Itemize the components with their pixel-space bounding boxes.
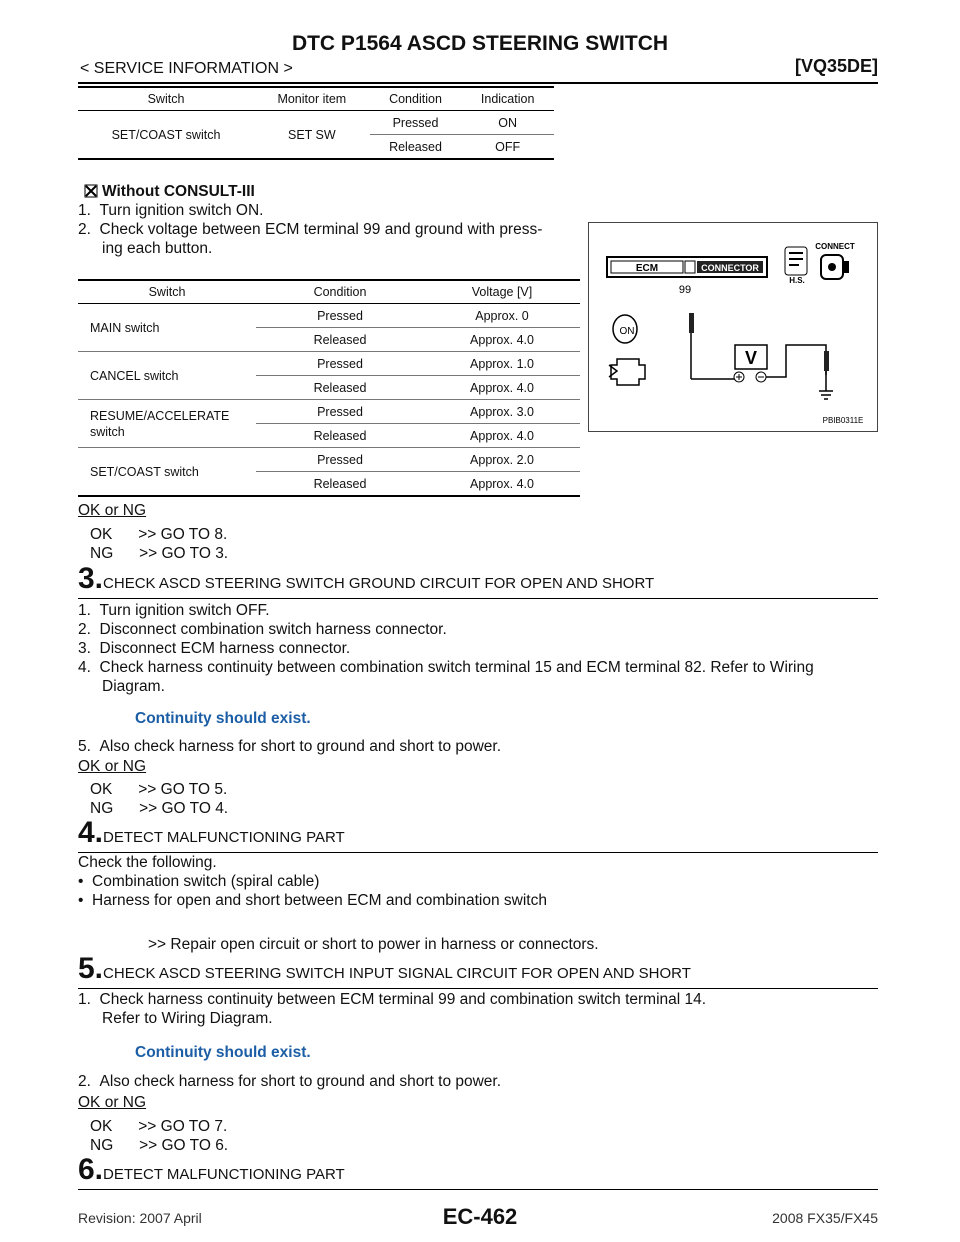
- cell-condition: Pressed: [256, 352, 424, 376]
- col-header-condition: Condition: [370, 87, 462, 111]
- step-5-item-2: 2. Also check harness for short to ground and short to power.: [78, 1073, 502, 1090]
- ground-icon: [819, 371, 833, 399]
- col-header-voltage: Voltage [V]: [424, 280, 580, 304]
- step-3-item-1: 1. Turn ignition switch OFF.: [78, 602, 270, 619]
- cell-switch: RESUME/ACCELERATE switch: [78, 400, 256, 448]
- cell-voltage: Approx. 2.0: [424, 448, 580, 472]
- col-header-condition: Condition: [256, 280, 424, 304]
- cell-condition: Released: [256, 376, 424, 400]
- breadcrumb: < SERVICE INFORMATION >: [80, 60, 293, 77]
- footer-revision: Revision: 2007 April: [78, 1210, 202, 1226]
- cell-voltage: Approx. 4.0: [424, 376, 580, 400]
- step-3-item-3: 3. Disconnect ECM harness connector.: [78, 640, 351, 657]
- result-ok: OK >> GO TO 5.: [90, 781, 228, 798]
- cell-switch: SET/COAST switch: [78, 448, 256, 497]
- figure-code: PBIB0311E: [822, 416, 864, 425]
- table-row: [78, 304, 580, 328]
- col-header-monitor-item: Monitor item: [254, 87, 370, 111]
- cell-voltage: Approx. 4.0: [424, 424, 580, 448]
- step-3-callout: Continuity should exist.: [135, 710, 311, 727]
- monitor-table: [78, 86, 554, 160]
- cell-condition: Released: [256, 328, 424, 352]
- step-5-callout: Continuity should exist.: [135, 1044, 311, 1061]
- connector-label: CONNECTOR: [701, 263, 759, 273]
- okng-label: OK or NG: [78, 1094, 147, 1111]
- step-5-item-1: 1. Check harness continuity between ECM terminal 99 and combination switch terminal 14.: [78, 991, 707, 1008]
- cell-condition: Pressed: [256, 448, 424, 472]
- cell-condition: Pressed: [256, 400, 424, 424]
- cell-condition: Released: [256, 472, 424, 497]
- engine-icon: [609, 359, 645, 385]
- table-row: [78, 111, 554, 135]
- footer-model-year: 2008 FX35/FX45: [772, 1210, 878, 1226]
- col-header-switch: Switch: [78, 280, 256, 304]
- engine-model: [VQ35DE]: [794, 56, 878, 76]
- step-4-bullet-2: • Harness for open and short between ECM and combination switch: [78, 892, 547, 909]
- page-title: DTC P1564 ASCD STEERING SWITCH: [291, 32, 669, 55]
- terminal-99-label: 99: [678, 284, 692, 296]
- step-4-heading: 4.DETECT MALFUNCTIONING PART: [78, 816, 878, 853]
- result-ok: OK >> GO TO 8.: [90, 526, 228, 543]
- voltage-table: [78, 279, 580, 497]
- cell-voltage: Approx. 4.0: [424, 472, 580, 497]
- without-consult-heading: Without CONSULT-III: [84, 182, 255, 201]
- svg-text:H.S.: H.S.: [789, 276, 805, 285]
- page-number: EC-462: [442, 1204, 518, 1229]
- step-3-item-2: 2. Disconnect combination switch harness connector.: [78, 621, 447, 638]
- result-ok: OK >> GO TO 7.: [90, 1118, 228, 1135]
- consult-step-2: 2. Check voltage between ECM terminal 99 and ground with press-: [78, 221, 543, 238]
- step-3-heading: 3.CHECK ASCD STEERING SWITCH GROUND CIRCUIT FOR OPEN AND SHORT: [78, 562, 878, 599]
- okng-label: OK or NG: [78, 758, 147, 775]
- cell-switch: MAIN switch: [78, 304, 256, 352]
- step-5-heading: 5.CHECK ASCD STEERING SWITCH INPUT SIGNAL CIRCUIT FOR OPEN AND SHORT: [78, 952, 878, 989]
- result-ng: NG >> GO TO 4.: [90, 800, 229, 817]
- cell-voltage: Approx. 3.0: [424, 400, 580, 424]
- cell-condition: Pressed: [317, 308, 363, 323]
- step-3-item-4-cont: Diagram.: [102, 678, 165, 695]
- step-6-heading: 6.DETECT MALFUNCTIONING PART: [78, 1153, 878, 1190]
- consult-step-2-cont: ing each button.: [102, 240, 213, 257]
- cell-switch: SET/COAST switch: [78, 111, 254, 160]
- ecm-label: ECM: [635, 263, 659, 274]
- table-row: [78, 352, 580, 376]
- cell-indication: OFF: [461, 135, 554, 160]
- cell-monitor-item: SET SW: [254, 111, 370, 160]
- step-4-result: >> Repair open circuit or short to power in harness or connectors.: [148, 936, 599, 953]
- step-5-item-1-cont: Refer to Wiring Diagram.: [102, 1010, 273, 1027]
- step-3-item-5: 5. Also check harness for short to ground and short to power.: [78, 738, 502, 755]
- connect-plug-icon: [821, 255, 849, 279]
- table-row: [78, 448, 580, 472]
- table-row: [78, 400, 580, 424]
- cell-condition: Released: [256, 424, 424, 448]
- header-rule: [78, 82, 878, 84]
- step-4-intro: Check the following.: [78, 854, 217, 871]
- svg-text:V: V: [744, 348, 758, 368]
- ecm-voltage-figure: [588, 222, 878, 432]
- okng-label: OK or NG: [78, 502, 147, 519]
- cell-condition: Pressed: [392, 115, 439, 130]
- cell-switch: CANCEL switch: [78, 352, 256, 400]
- cell-voltage: Approx. 4.0: [424, 328, 580, 352]
- cell-condition: Released: [370, 135, 462, 160]
- hs-connector-icon: [785, 247, 807, 285]
- step-3-item-4: 4. Check harness continuity between combination switch terminal 15 and ECM terminal 82. Refer to Wiring: [78, 659, 814, 676]
- voltmeter-icon: [734, 345, 767, 382]
- result-ng: NG >> GO TO 6.: [90, 1137, 229, 1154]
- cell-voltage: Approx. 0: [475, 308, 529, 323]
- consult-x-icon: [84, 184, 98, 198]
- wiring-diagram: [589, 223, 877, 431]
- svg-text:ON: ON: [619, 326, 635, 337]
- cell-voltage: Approx. 1.0: [424, 352, 580, 376]
- ignition-key-icon: [613, 315, 637, 343]
- step-4-bullet-1: • Combination switch (spiral cable): [78, 873, 320, 890]
- result-ng: NG >> GO TO 3.: [90, 545, 229, 562]
- cell-indication: ON: [498, 115, 518, 130]
- consult-step-1: 1. Turn ignition switch ON.: [78, 202, 264, 219]
- col-header-indication: Indication: [461, 87, 554, 111]
- connect-label: CONNECT: [815, 242, 855, 251]
- col-header-switch: Switch: [78, 87, 254, 111]
